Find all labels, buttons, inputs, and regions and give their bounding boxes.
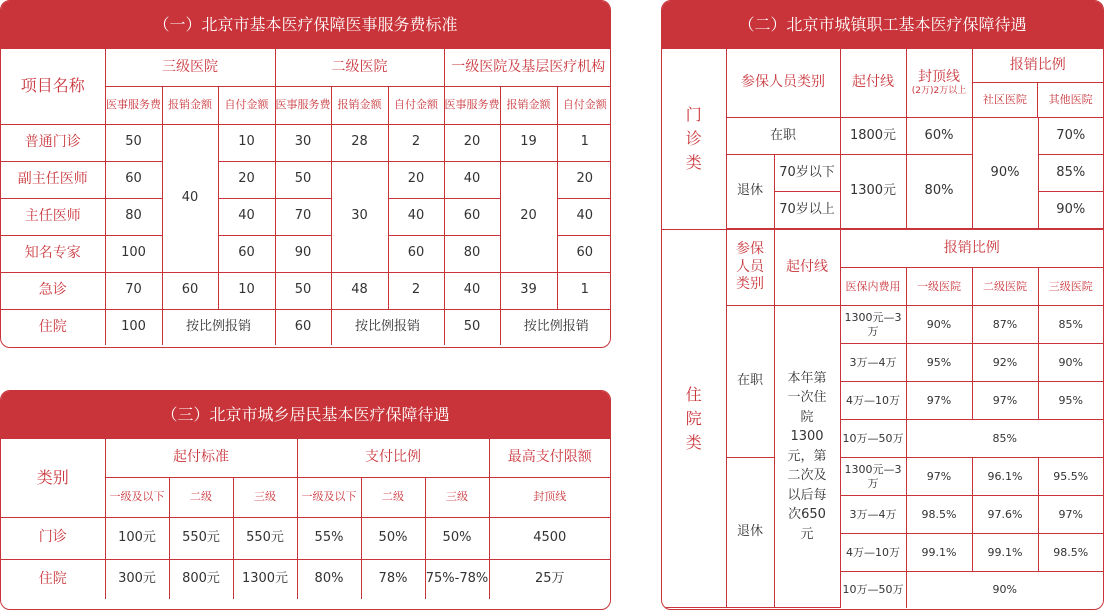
cell: 按比例报销 (162, 309, 275, 345)
op-cap-sub: (2万)2万以上 (911, 86, 967, 97)
op-community-header: 社区医院 (973, 83, 1039, 117)
cell: 98.5% (1038, 534, 1103, 572)
cell: 4万—10万 (840, 534, 906, 572)
cell: 40 (218, 198, 275, 235)
cell: 97% (906, 382, 972, 420)
cell: 80 (105, 198, 162, 235)
cell: 90 (275, 235, 331, 272)
fee-standard-table (1, 49, 611, 345)
cell: 20 (388, 161, 444, 198)
op-ratio-title: 报销比例 (973, 49, 1104, 83)
cell: 4万—10万 (840, 382, 906, 420)
cell: 90% (906, 572, 1103, 608)
cell: 1300元 (233, 559, 297, 599)
category-header: 类别 (1, 439, 105, 517)
op-ratio-header (972, 49, 1103, 118)
cell: 20 (500, 161, 557, 272)
cell: 1 (557, 124, 611, 161)
inpatient-label (662, 230, 726, 608)
cell: 25万 (489, 559, 610, 599)
cell: 30 (275, 124, 331, 161)
row-name: 急诊 (1, 272, 105, 309)
ip-t1-header: 一级医院 (906, 268, 972, 306)
row-name: 普通门诊 (1, 124, 105, 161)
op-category-header: 参保人员类别 (726, 49, 840, 118)
cell: 95.5% (1038, 458, 1103, 496)
cell: 60% (906, 118, 972, 155)
sub-reimb: 报销金额 (331, 86, 388, 124)
op-cap-header (906, 49, 972, 118)
cell: 40 (162, 124, 218, 272)
tier1-header: 一级医院及基层医疗机构 (444, 49, 611, 86)
sub-fee: 医事服务费 (105, 86, 162, 124)
cell: 10万—50万 (840, 420, 906, 458)
row-name: 主任医师 (1, 198, 105, 235)
ip-retired: 退休 (726, 458, 774, 608)
cell: 按比例报销 (331, 309, 444, 345)
ip-employed: 在职 (726, 306, 774, 458)
inpatient-text: 住院类 (685, 384, 702, 452)
cell: 800元 (169, 559, 233, 599)
ip-deductible-header: 起付线 (774, 230, 840, 306)
cell: 60 (275, 309, 331, 345)
op-deductible-header: 起付线 (840, 49, 906, 118)
table-row (1, 517, 610, 559)
ratio-header: 支付比例 (297, 439, 489, 477)
sub-fee: 医事服务费 (275, 86, 331, 124)
cell: 85% (906, 420, 1103, 458)
cell: 60 (105, 161, 162, 198)
cell: 1 (557, 272, 611, 309)
fee-standard-panel (0, 0, 611, 348)
ip-t3-header: 三级医院 (1038, 268, 1103, 306)
op-under70: 70岁以下 (774, 155, 840, 192)
cell: 70 (275, 198, 331, 235)
table-row (1, 309, 611, 345)
op-cap-title: 封顶线 (918, 68, 960, 85)
op-retired: 退休 (726, 155, 774, 229)
cell: 92% (972, 344, 1038, 382)
op-employed: 在职 (726, 118, 840, 155)
outpatient-text: 门诊类 (685, 105, 702, 172)
cell: 10万—50万 (840, 572, 906, 608)
resident-insurance-panel (0, 390, 611, 610)
cell: 550元 (233, 517, 297, 559)
cell: 300元 (105, 559, 169, 599)
sub-reimb: 报销金额 (162, 86, 218, 124)
op-other-header: 其他医院 (1048, 93, 1093, 106)
cell: 48 (331, 272, 388, 309)
sub-fee: 医事服务费 (444, 86, 500, 124)
cell: 98.5% (906, 496, 972, 534)
cell: 20 (218, 161, 275, 198)
cell: 20 (557, 161, 611, 198)
cell: 30 (331, 161, 388, 272)
row-name: 住院 (1, 559, 105, 599)
ip-category-header (726, 230, 774, 306)
ip-t2-header: 二级医院 (972, 268, 1038, 306)
max-header: 最高支付限额 (489, 439, 610, 477)
cell: 85% (1038, 306, 1103, 344)
cell: 99.1% (906, 534, 972, 572)
row-name: 副主任医师 (1, 161, 105, 198)
sub-t1: 一级及以下 (297, 477, 361, 517)
cell: 100元 (105, 517, 169, 559)
resident-insurance-table (1, 439, 610, 599)
cell: 550元 (169, 517, 233, 559)
table-row (1, 272, 611, 309)
cell: 90% (1038, 344, 1103, 382)
cell: 40 (444, 272, 500, 309)
sub-self: 自付金额 (557, 86, 611, 124)
row-name: 住院 (1, 309, 105, 345)
cell: 40 (388, 198, 444, 235)
employee-insurance-panel (661, 0, 1104, 610)
cell: 90% (906, 306, 972, 344)
cell: 3万—4万 (840, 344, 906, 382)
cell: 3万—4万 (840, 496, 906, 534)
cell: 97.6% (972, 496, 1038, 534)
sub-self: 自付金额 (388, 86, 444, 124)
cell: 40 (444, 161, 500, 198)
table-row (1, 161, 611, 198)
row-name: 知名专家 (1, 235, 105, 272)
sub-t1: 一级及以下 (105, 477, 169, 517)
cell: 75%-78% (425, 559, 489, 599)
row-name: 门诊 (1, 517, 105, 559)
ip-ratio-header: 报销比例 (840, 230, 1103, 268)
op-over70: 70岁以上 (774, 192, 840, 229)
cell: 60 (444, 198, 500, 235)
cell: 97% (972, 382, 1038, 420)
ip-deduct-text (774, 306, 840, 608)
cell: 50% (425, 517, 489, 559)
cell: 10 (218, 272, 275, 309)
cell: 80 (444, 235, 500, 272)
cell: 20 (444, 124, 500, 161)
ip-range-header: 医保内费用 (840, 268, 906, 306)
cell: 85% (1038, 155, 1103, 192)
cell: 80% (906, 155, 972, 229)
ip-deduct-value: 本年第一次住院1300元，第二次及以后每次650元 (787, 370, 827, 542)
cell: 1800元 (840, 118, 906, 155)
cell: 96.1% (972, 458, 1038, 496)
cell: 97% (1038, 496, 1103, 534)
cell: 70% (1038, 118, 1103, 155)
cell: 40 (557, 198, 611, 235)
ip-category-text: 参保人员类别 (736, 241, 764, 293)
cell: 97% (906, 458, 972, 496)
cell: 99.1% (972, 534, 1038, 572)
tier2-header: 二级医院 (275, 49, 444, 86)
cell: 90% (972, 118, 1038, 229)
cell: 95% (906, 344, 972, 382)
panel-title: （一）北京市基本医疗保障医事服务费标准 (1, 1, 610, 49)
cell: 87% (972, 306, 1038, 344)
sub-self: 自付金额 (218, 86, 275, 124)
cell: 39 (500, 272, 557, 309)
cell: 1300元—3万 (840, 458, 906, 496)
cell: 10 (218, 124, 275, 161)
cell: 60 (557, 235, 611, 272)
cell: 100 (105, 309, 162, 345)
cell: 按比例报销 (500, 309, 611, 345)
cell: 50 (275, 272, 331, 309)
sub-t2: 二级 (361, 477, 425, 517)
outpatient-label (662, 49, 726, 230)
sub-cap: 封顶线 (489, 477, 610, 517)
deductible-header: 起付标准 (105, 439, 297, 477)
cell: 2 (388, 272, 444, 309)
employee-insurance-table (662, 49, 1103, 608)
cell: 100 (105, 235, 162, 272)
cell: 50 (105, 124, 162, 161)
tier3-header: 三级医院 (105, 49, 275, 86)
cell: 60 (218, 235, 275, 272)
cell: 1300元—3万 (840, 306, 906, 344)
table-row (1, 124, 611, 161)
panel-title: （二）北京市城镇职工基本医疗保障待遇 (662, 1, 1103, 49)
sub-t2: 二级 (169, 477, 233, 517)
sub-reimb: 报销金额 (500, 86, 557, 124)
cell: 2 (388, 124, 444, 161)
cell: 28 (331, 124, 388, 161)
cell: 70 (105, 272, 162, 309)
cell: 1300元 (840, 155, 906, 229)
cell: 4500 (489, 517, 610, 559)
panel-title: （三）北京市城乡居民基本医疗保障待遇 (1, 391, 610, 439)
cell: 80% (297, 559, 361, 599)
sub-t3: 三级 (425, 477, 489, 517)
cell: 95% (1038, 382, 1103, 420)
cell: 60 (162, 272, 218, 309)
table-row (1, 559, 610, 599)
cell: 55% (297, 517, 361, 559)
item-name-header: 项目名称 (1, 49, 105, 124)
cell: 19 (500, 124, 557, 161)
sub-t3: 三级 (233, 477, 297, 517)
cell: 78% (361, 559, 425, 599)
cell: 50 (444, 309, 500, 345)
cell: 60 (388, 235, 444, 272)
cell: 50% (361, 517, 425, 559)
cell: 50 (275, 161, 331, 198)
cell: 90% (1038, 192, 1103, 229)
